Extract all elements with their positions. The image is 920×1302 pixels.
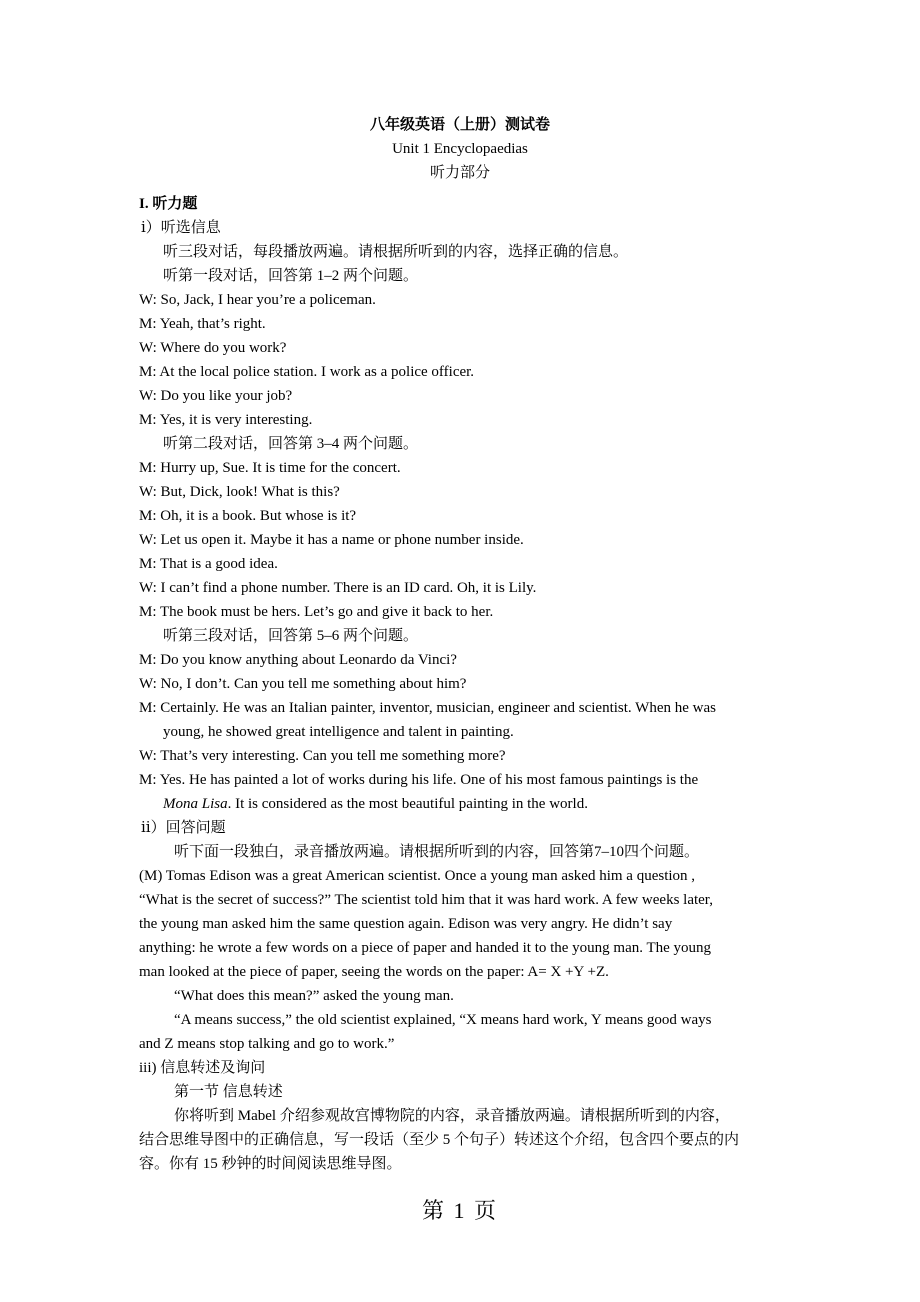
instruction: 结合思维导图中的正确信息，写一段话（至少 5 个句子）转述这个介绍，包含四个要点的内 (139, 1132, 740, 1148)
monologue-line: (M) Tomas Edison was a great American scientist. Once a young man asked him a question , (139, 868, 696, 884)
dialog-intro: 听第二段对话，回答第 3–4 两个问题。 (163, 436, 419, 452)
section-heading: I. 听力题 (139, 196, 198, 212)
dialog-intro: 听第三段对话，回答第 5–6 两个问题。 (163, 628, 419, 644)
monologue-line: “A means success,” the old scientist explained, “X means hard work, Y means good ways (174, 1012, 712, 1028)
dialog-line: W: I can’t find a phone number. There is an ID card. Oh, it is Lily. (139, 580, 537, 596)
dialog-line: M: Hurry up, Sue. It is time for the concert. (139, 460, 401, 476)
monologue-line: the young man asked him the same question again. Edison was very angry. He didn’t say (139, 916, 673, 932)
dialog-line: M: Yeah, that’s right. (139, 316, 266, 332)
document-body (139, 192, 784, 1176)
dialog-line: M: That is a good idea. (139, 556, 278, 572)
part-heading: 第一节 信息转述 (174, 1084, 283, 1100)
part-title: 听力部分 (429, 165, 490, 181)
dialog-text: . It is considered as the most beautiful painting in the world. (227, 796, 588, 812)
dialog-line: M: Certainly. He was an Italian painter, inventor, musician, engineer and scientist. When he was (139, 700, 716, 716)
subsection-label: ⅱ）回答问题 (141, 820, 226, 836)
dialog-line: M: The book must be hers. Let’s go and give it back to her. (139, 604, 494, 620)
subsection-label: iii) 信息转述及询问 (139, 1060, 266, 1076)
dialog-line: W: But, Dick, look! What is this? (139, 484, 340, 500)
monologue-line: anything: he wrote a few words on a piece of paper and handed it to the young man. The young (139, 940, 712, 956)
page-title: 八年级英语（上册）测试卷 (369, 117, 550, 133)
dialog-line: M: At the local police station. I work as a police officer. (139, 364, 475, 380)
instruction: 你将听到 Mabel 介绍参观故宫博物院的内容，录音播放两遍。请根据所听到的内容， (174, 1108, 730, 1124)
dialog-line: W: Where do you work? (139, 340, 287, 356)
instruction: 听下面一段独白，录音播放两遍。请根据所听到的内容，回答第7–10四个问题。 (174, 844, 700, 860)
dialog-line: M: Yes. He has painted a lot of works during his life. One of his most famous paintings is the (139, 772, 699, 788)
instruction: 听三段对话，每段播放两遍。请根据所听到的内容，选择正确的信息。 (163, 244, 629, 260)
monologue-line: “What is the secret of success?” The scientist told him that it was hard work. A few weeks later, (139, 892, 713, 908)
unit-title: Unit 1 Encyclopaedias (392, 141, 528, 157)
instruction: 容。你有 15 秒钟的时间阅读思维导图。 (139, 1156, 402, 1172)
dialog-line: W: So, Jack, I hear you’re a policeman. (139, 292, 376, 308)
monologue-line: and Z means stop talking and go to work.” (139, 1036, 395, 1052)
dialog-line: young, he showed great intelligence and talent in painting. (163, 724, 514, 740)
dialog-line: W: Do you like your job? (139, 388, 293, 404)
dialog-line: M: Do you know anything about Leonardo da Vinci? (139, 652, 457, 668)
dialog-line: W: That’s very interesting. Can you tell me something more? (139, 748, 506, 764)
monologue-line: “What does this mean?” asked the young man. (174, 988, 454, 1004)
dialog-line: W: No, I don’t. Can you tell me something about him? (139, 676, 467, 692)
dialog-line: W: Let us open it. Maybe it has a name or phone number inside. (139, 532, 524, 548)
page-number: 第 1 页 (421, 1198, 498, 1223)
monologue-line: man looked at the piece of paper, seeing the words on the paper: A= X +Y +Z. (139, 964, 609, 980)
dialog-line: M: Yes, it is very interesting. (139, 412, 313, 428)
dialog-intro: 听第一段对话，回答第 1–2 两个问题。 (163, 268, 419, 284)
subsection-label: ⅰ）听选信息 (141, 220, 221, 236)
painting-title: Mona Lisa (163, 796, 228, 812)
dialog-line (139, 792, 784, 816)
dialog-line: M: Oh, it is a book. But whose is it? (139, 508, 357, 524)
